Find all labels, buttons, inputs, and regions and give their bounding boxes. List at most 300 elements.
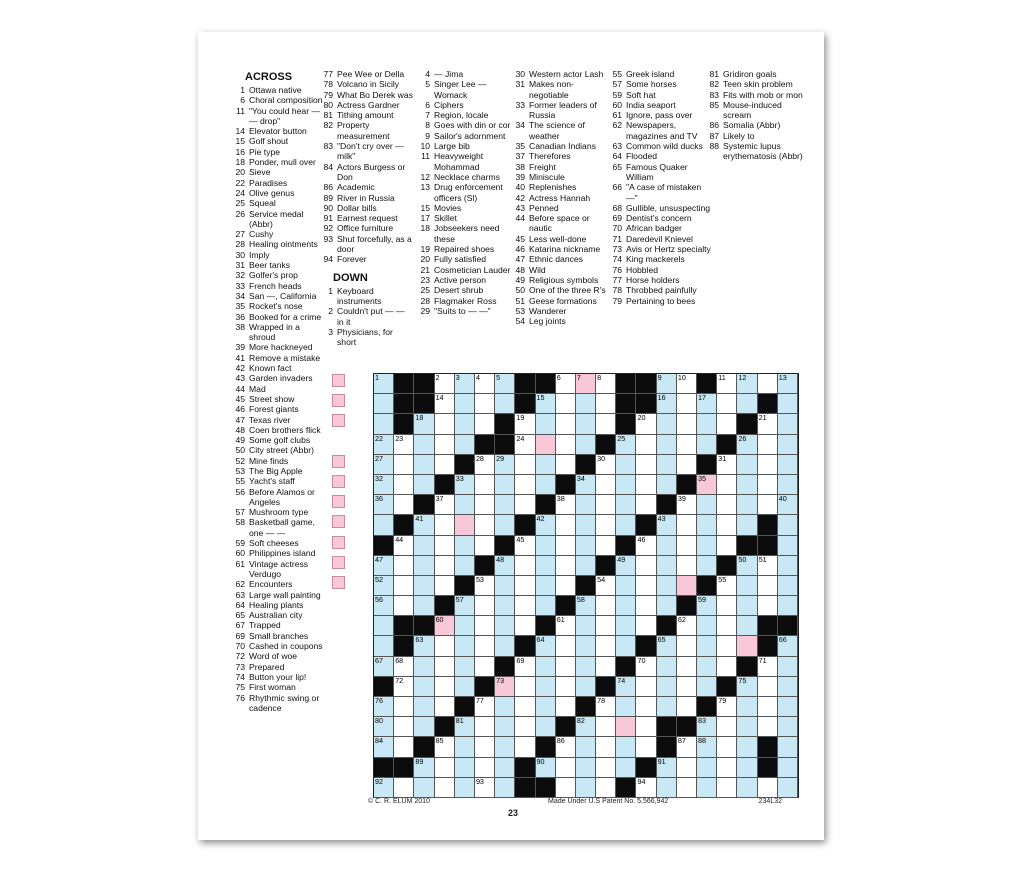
grid-cell[interactable] xyxy=(717,414,737,434)
grid-cell[interactable] xyxy=(616,717,636,737)
grid-cell[interactable] xyxy=(636,616,656,636)
grid-cell[interactable] xyxy=(636,475,656,495)
grid-cell[interactable] xyxy=(758,475,778,495)
grid-cell[interactable] xyxy=(717,394,737,414)
grid-cell[interactable] xyxy=(758,374,778,394)
answer-box[interactable] xyxy=(332,576,345,589)
grid-cell[interactable] xyxy=(596,758,616,778)
grid-cell[interactable] xyxy=(576,778,596,798)
grid-cell[interactable] xyxy=(495,556,515,576)
grid-cell[interactable] xyxy=(758,495,778,515)
answer-box[interactable] xyxy=(332,536,345,549)
grid-cell[interactable] xyxy=(596,596,616,616)
grid-cell[interactable] xyxy=(576,515,596,535)
grid-cell[interactable] xyxy=(596,475,616,495)
grid-cell[interactable] xyxy=(677,394,697,414)
grid-cell[interactable] xyxy=(717,657,737,677)
grid-cell[interactable] xyxy=(515,455,535,475)
grid-cell[interactable] xyxy=(374,657,394,677)
answer-box[interactable] xyxy=(332,475,345,488)
grid-cell[interactable] xyxy=(435,576,455,596)
grid-cell[interactable] xyxy=(677,576,697,596)
grid-cell[interactable] xyxy=(717,737,737,757)
grid-cell[interactable] xyxy=(677,697,697,717)
grid-cell[interactable] xyxy=(657,536,677,556)
grid-cell[interactable] xyxy=(657,475,677,495)
grid-cell[interactable] xyxy=(394,717,414,737)
grid-cell[interactable] xyxy=(616,515,636,535)
grid-cell[interactable] xyxy=(475,778,495,798)
grid-cell[interactable] xyxy=(455,677,475,697)
grid-cell[interactable] xyxy=(475,374,495,394)
grid-cell[interactable] xyxy=(495,636,515,656)
grid-cell[interactable] xyxy=(737,697,757,717)
grid-cell[interactable] xyxy=(596,636,616,656)
grid-cell[interactable] xyxy=(778,536,798,556)
grid-cell[interactable] xyxy=(455,495,475,515)
grid-cell[interactable] xyxy=(414,636,434,656)
grid-cell[interactable] xyxy=(515,536,535,556)
grid-cell[interactable] xyxy=(515,556,535,576)
grid-cell[interactable] xyxy=(556,778,576,798)
grid-cell[interactable] xyxy=(778,394,798,414)
grid-cell[interactable] xyxy=(455,758,475,778)
grid-cell[interactable] xyxy=(758,596,778,616)
grid-cell[interactable] xyxy=(697,636,717,656)
grid-cell[interactable] xyxy=(616,677,636,697)
grid-cell[interactable] xyxy=(576,596,596,616)
grid-cell[interactable] xyxy=(778,475,798,495)
grid-cell[interactable] xyxy=(758,556,778,576)
grid-cell[interactable] xyxy=(536,536,556,556)
answer-box[interactable] xyxy=(332,374,345,387)
grid-cell[interactable] xyxy=(556,616,576,636)
grid-cell[interactable] xyxy=(717,475,737,495)
grid-cell[interactable] xyxy=(778,374,798,394)
grid-cell[interactable] xyxy=(455,657,475,677)
grid-cell[interactable] xyxy=(737,636,757,656)
grid-cell[interactable] xyxy=(414,435,434,455)
grid-cell[interactable] xyxy=(435,737,455,757)
grid-cell[interactable] xyxy=(394,475,414,495)
grid-cell[interactable] xyxy=(556,636,576,656)
grid-cell[interactable] xyxy=(657,697,677,717)
answer-box[interactable] xyxy=(332,414,345,427)
grid-cell[interactable] xyxy=(697,717,717,737)
grid-cell[interactable] xyxy=(374,616,394,636)
grid-cell[interactable] xyxy=(475,596,495,616)
grid-cell[interactable] xyxy=(737,495,757,515)
grid-cell[interactable] xyxy=(515,596,535,616)
grid-cell[interactable] xyxy=(536,697,556,717)
grid-cell[interactable] xyxy=(596,778,616,798)
grid-cell[interactable] xyxy=(616,576,636,596)
grid-cell[interactable] xyxy=(515,616,535,636)
grid-cell[interactable] xyxy=(435,677,455,697)
grid-cell[interactable] xyxy=(536,414,556,434)
grid-cell[interactable] xyxy=(576,475,596,495)
grid-cell[interactable] xyxy=(758,455,778,475)
grid-cell[interactable] xyxy=(374,394,394,414)
grid-cell[interactable] xyxy=(616,737,636,757)
grid-cell[interactable] xyxy=(455,556,475,576)
grid-cell[interactable] xyxy=(576,394,596,414)
grid-cell[interactable] xyxy=(616,475,636,495)
grid-cell[interactable] xyxy=(778,556,798,576)
grid-cell[interactable] xyxy=(435,556,455,576)
grid-cell[interactable] xyxy=(596,657,616,677)
grid-cell[interactable] xyxy=(435,515,455,535)
grid-cell[interactable] xyxy=(495,475,515,495)
grid-cell[interactable] xyxy=(414,414,434,434)
grid-cell[interactable] xyxy=(414,717,434,737)
grid-cell[interactable] xyxy=(717,536,737,556)
grid-cell[interactable] xyxy=(697,515,717,535)
grid-cell[interactable] xyxy=(455,717,475,737)
grid-cell[interactable] xyxy=(737,374,757,394)
grid-cell[interactable] xyxy=(596,616,616,636)
grid-cell[interactable] xyxy=(475,455,495,475)
grid-cell[interactable] xyxy=(576,495,596,515)
grid-cell[interactable] xyxy=(636,536,656,556)
grid-cell[interactable] xyxy=(435,374,455,394)
grid-cell[interactable] xyxy=(495,374,515,394)
grid-cell[interactable] xyxy=(515,677,535,697)
grid-cell[interactable] xyxy=(374,636,394,656)
grid-cell[interactable] xyxy=(394,495,414,515)
grid-cell[interactable] xyxy=(758,778,778,798)
grid-cell[interactable] xyxy=(495,596,515,616)
grid-cell[interactable] xyxy=(636,697,656,717)
grid-cell[interactable] xyxy=(374,778,394,798)
grid-cell[interactable] xyxy=(455,636,475,656)
grid-cell[interactable] xyxy=(657,576,677,596)
grid-cell[interactable] xyxy=(475,495,495,515)
grid-cell[interactable] xyxy=(717,515,737,535)
grid-cell[interactable] xyxy=(636,576,656,596)
grid-cell[interactable] xyxy=(657,414,677,434)
grid-cell[interactable] xyxy=(636,435,656,455)
grid-cell[interactable] xyxy=(455,536,475,556)
grid-cell[interactable] xyxy=(778,636,798,656)
grid-cell[interactable] xyxy=(596,697,616,717)
grid-cell[interactable] xyxy=(758,697,778,717)
grid-cell[interactable] xyxy=(475,737,495,757)
grid-cell[interactable] xyxy=(677,374,697,394)
grid-cell[interactable] xyxy=(717,374,737,394)
grid-cell[interactable] xyxy=(394,536,414,556)
answer-box[interactable] xyxy=(332,556,345,569)
grid-cell[interactable] xyxy=(697,495,717,515)
grid-cell[interactable] xyxy=(677,414,697,434)
grid-cell[interactable] xyxy=(475,636,495,656)
grid-cell[interactable] xyxy=(435,394,455,414)
grid-cell[interactable] xyxy=(576,717,596,737)
grid-cell[interactable] xyxy=(556,515,576,535)
grid-cell[interactable] xyxy=(778,435,798,455)
grid-cell[interactable] xyxy=(374,596,394,616)
grid-cell[interactable] xyxy=(576,677,596,697)
grid-cell[interactable] xyxy=(374,717,394,737)
grid-cell[interactable] xyxy=(576,556,596,576)
grid-cell[interactable] xyxy=(778,455,798,475)
grid-cell[interactable] xyxy=(414,576,434,596)
grid-cell[interactable] xyxy=(616,636,636,656)
grid-cell[interactable] xyxy=(636,657,656,677)
grid-cell[interactable] xyxy=(475,414,495,434)
grid-cell[interactable] xyxy=(435,778,455,798)
grid-cell[interactable] xyxy=(475,394,495,414)
grid-cell[interactable] xyxy=(455,616,475,636)
grid-cell[interactable] xyxy=(536,636,556,656)
grid-cell[interactable] xyxy=(515,475,535,495)
grid-cell[interactable] xyxy=(536,717,556,737)
grid-cell[interactable] xyxy=(677,677,697,697)
grid-cell[interactable] xyxy=(576,435,596,455)
grid-cell[interactable] xyxy=(495,495,515,515)
grid-cell[interactable] xyxy=(737,778,757,798)
grid-cell[interactable] xyxy=(677,636,697,656)
grid-cell[interactable] xyxy=(435,697,455,717)
grid-cell[interactable] xyxy=(536,435,556,455)
grid-cell[interactable] xyxy=(616,616,636,636)
grid-cell[interactable] xyxy=(697,596,717,616)
grid-cell[interactable] xyxy=(414,455,434,475)
grid-cell[interactable] xyxy=(697,616,717,636)
grid-cell[interactable] xyxy=(576,737,596,757)
grid-cell[interactable] xyxy=(414,657,434,677)
grid-cell[interactable] xyxy=(414,556,434,576)
grid-cell[interactable] xyxy=(758,435,778,455)
grid-cell[interactable] xyxy=(414,515,434,535)
grid-cell[interactable] xyxy=(495,697,515,717)
grid-cell[interactable] xyxy=(475,758,495,778)
grid-cell[interactable] xyxy=(475,697,495,717)
grid-cell[interactable] xyxy=(495,677,515,697)
grid-cell[interactable] xyxy=(717,758,737,778)
grid-cell[interactable] xyxy=(636,717,656,737)
grid-cell[interactable] xyxy=(677,657,697,677)
grid-cell[interactable] xyxy=(596,374,616,394)
grid-cell[interactable] xyxy=(778,576,798,596)
grid-cell[interactable] xyxy=(495,515,515,535)
grid-cell[interactable] xyxy=(414,596,434,616)
grid-cell[interactable] xyxy=(697,536,717,556)
grid-cell[interactable] xyxy=(435,414,455,434)
grid-cell[interactable] xyxy=(495,778,515,798)
grid-cell[interactable] xyxy=(616,596,636,616)
grid-cell[interactable] xyxy=(394,697,414,717)
grid-cell[interactable] xyxy=(556,677,576,697)
grid-cell[interactable] xyxy=(374,697,394,717)
grid-cell[interactable] xyxy=(556,737,576,757)
grid-cell[interactable] xyxy=(657,657,677,677)
grid-cell[interactable] xyxy=(737,475,757,495)
grid-cell[interactable] xyxy=(556,435,576,455)
grid-cell[interactable] xyxy=(737,394,757,414)
grid-cell[interactable] xyxy=(677,515,697,535)
grid-cell[interactable] xyxy=(778,657,798,677)
grid-cell[interactable] xyxy=(556,394,576,414)
grid-cell[interactable] xyxy=(596,495,616,515)
grid-cell[interactable] xyxy=(636,737,656,757)
grid-cell[interactable] xyxy=(616,435,636,455)
grid-cell[interactable] xyxy=(515,737,535,757)
grid-cell[interactable] xyxy=(636,455,656,475)
grid-cell[interactable] xyxy=(677,495,697,515)
grid-cell[interactable] xyxy=(576,616,596,636)
grid-cell[interactable] xyxy=(556,536,576,556)
grid-cell[interactable] xyxy=(737,616,757,636)
grid-cell[interactable] xyxy=(657,596,677,616)
grid-cell[interactable] xyxy=(435,536,455,556)
grid-cell[interactable] xyxy=(394,435,414,455)
grid-cell[interactable] xyxy=(374,414,394,434)
grid-cell[interactable] xyxy=(778,697,798,717)
grid-cell[interactable] xyxy=(455,778,475,798)
grid-cell[interactable] xyxy=(455,737,475,757)
grid-cell[interactable] xyxy=(374,495,394,515)
grid-cell[interactable] xyxy=(515,697,535,717)
grid-cell[interactable] xyxy=(737,576,757,596)
grid-cell[interactable] xyxy=(394,778,414,798)
grid-cell[interactable] xyxy=(556,697,576,717)
grid-cell[interactable] xyxy=(556,758,576,778)
grid-cell[interactable] xyxy=(677,556,697,576)
grid-cell[interactable] xyxy=(536,758,556,778)
grid-cell[interactable] xyxy=(677,435,697,455)
grid-cell[interactable] xyxy=(435,455,455,475)
grid-cell[interactable] xyxy=(636,495,656,515)
grid-cell[interactable] xyxy=(515,495,535,515)
grid-cell[interactable] xyxy=(536,657,556,677)
grid-cell[interactable] xyxy=(556,576,576,596)
grid-cell[interactable] xyxy=(515,717,535,737)
grid-cell[interactable] xyxy=(636,677,656,697)
grid-cell[interactable] xyxy=(616,455,636,475)
grid-cell[interactable] xyxy=(737,455,757,475)
grid-cell[interactable] xyxy=(536,576,556,596)
grid-cell[interactable] xyxy=(455,394,475,414)
grid-cell[interactable] xyxy=(374,556,394,576)
grid-cell[interactable] xyxy=(737,556,757,576)
grid-cell[interactable] xyxy=(576,414,596,434)
grid-cell[interactable] xyxy=(758,414,778,434)
grid-cell[interactable] xyxy=(778,596,798,616)
grid-cell[interactable] xyxy=(778,495,798,515)
grid-cell[interactable] xyxy=(495,455,515,475)
grid-cell[interactable] xyxy=(677,616,697,636)
grid-cell[interactable] xyxy=(374,475,394,495)
grid-cell[interactable] xyxy=(697,394,717,414)
grid-cell[interactable] xyxy=(455,515,475,535)
grid-cell[interactable] xyxy=(657,435,677,455)
grid-cell[interactable] xyxy=(717,495,737,515)
grid-cell[interactable] xyxy=(536,515,556,535)
grid-cell[interactable] xyxy=(374,455,394,475)
grid-cell[interactable] xyxy=(758,717,778,737)
grid-cell[interactable] xyxy=(576,758,596,778)
grid-cell[interactable] xyxy=(737,515,757,535)
grid-cell[interactable] xyxy=(455,475,475,495)
grid-cell[interactable] xyxy=(697,778,717,798)
grid-cell[interactable] xyxy=(515,414,535,434)
grid-cell[interactable] xyxy=(475,657,495,677)
grid-cell[interactable] xyxy=(374,737,394,757)
grid-cell[interactable] xyxy=(677,758,697,778)
grid-cell[interactable] xyxy=(374,435,394,455)
grid-cell[interactable] xyxy=(536,596,556,616)
grid-cell[interactable] xyxy=(758,657,778,677)
grid-cell[interactable] xyxy=(636,778,656,798)
grid-cell[interactable] xyxy=(677,455,697,475)
grid-cell[interactable] xyxy=(616,758,636,778)
grid-cell[interactable] xyxy=(758,677,778,697)
grid-cell[interactable] xyxy=(394,737,414,757)
grid-cell[interactable] xyxy=(394,455,414,475)
grid-cell[interactable] xyxy=(697,737,717,757)
grid-cell[interactable] xyxy=(455,414,475,434)
grid-cell[interactable] xyxy=(414,697,434,717)
grid-cell[interactable] xyxy=(374,374,394,394)
grid-cell[interactable] xyxy=(778,778,798,798)
grid-cell[interactable] xyxy=(737,758,757,778)
grid-cell[interactable] xyxy=(677,778,697,798)
grid-cell[interactable] xyxy=(394,657,414,677)
grid-cell[interactable] xyxy=(495,576,515,596)
grid-cell[interactable] xyxy=(576,657,596,677)
grid-cell[interactable] xyxy=(435,636,455,656)
grid-cell[interactable] xyxy=(475,717,495,737)
grid-cell[interactable] xyxy=(495,737,515,757)
grid-cell[interactable] xyxy=(717,778,737,798)
grid-cell[interactable] xyxy=(556,556,576,576)
answer-box[interactable] xyxy=(332,394,345,407)
grid-cell[interactable] xyxy=(657,515,677,535)
grid-cell[interactable] xyxy=(596,394,616,414)
grid-cell[interactable] xyxy=(536,455,556,475)
grid-cell[interactable] xyxy=(657,394,677,414)
grid-cell[interactable] xyxy=(717,576,737,596)
grid-cell[interactable] xyxy=(697,435,717,455)
grid-cell[interactable] xyxy=(414,677,434,697)
grid-cell[interactable] xyxy=(536,677,556,697)
grid-cell[interactable] xyxy=(677,737,697,757)
grid-cell[interactable] xyxy=(657,455,677,475)
grid-cell[interactable] xyxy=(737,737,757,757)
grid-cell[interactable] xyxy=(616,556,636,576)
grid-cell[interactable] xyxy=(657,374,677,394)
grid-cell[interactable] xyxy=(414,475,434,495)
grid-cell[interactable] xyxy=(596,515,616,535)
grid-cell[interactable] xyxy=(394,596,414,616)
grid-cell[interactable] xyxy=(394,576,414,596)
grid-cell[interactable] xyxy=(495,394,515,414)
grid-cell[interactable] xyxy=(576,374,596,394)
grid-cell[interactable] xyxy=(657,677,677,697)
grid-cell[interactable] xyxy=(414,758,434,778)
grid-cell[interactable] xyxy=(596,414,616,434)
grid-cell[interactable] xyxy=(616,495,636,515)
grid-cell[interactable] xyxy=(596,576,616,596)
answer-box[interactable] xyxy=(332,515,345,528)
grid-cell[interactable] xyxy=(536,394,556,414)
grid-cell[interactable] xyxy=(737,596,757,616)
grid-cell[interactable] xyxy=(596,737,616,757)
grid-cell[interactable] xyxy=(435,657,455,677)
grid-cell[interactable] xyxy=(414,778,434,798)
grid-cell[interactable] xyxy=(455,435,475,455)
